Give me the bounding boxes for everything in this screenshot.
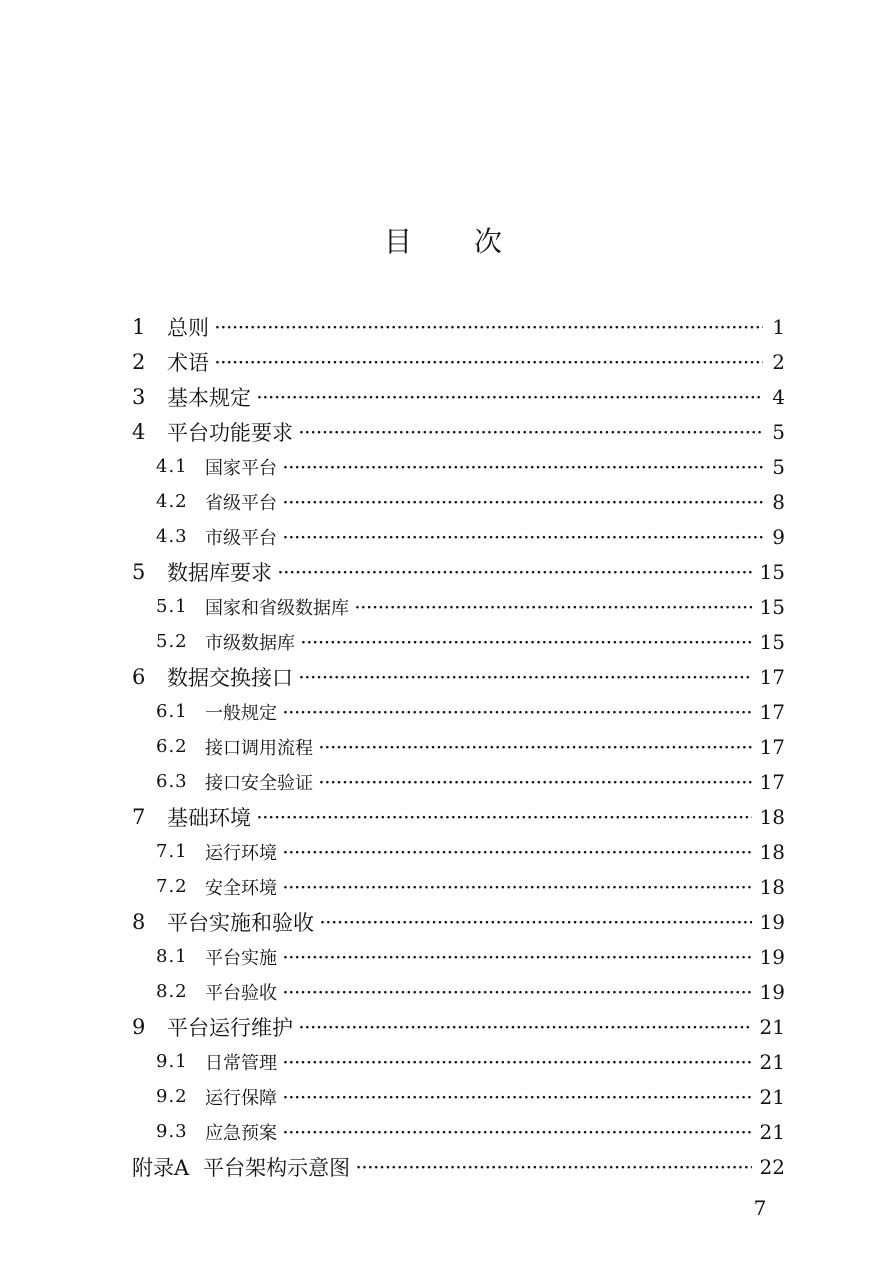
toc-entry-number: 9.3 (156, 1121, 188, 1142)
toc-entry-label: 接口安全验证 (205, 772, 313, 794)
toc-entry-label: 运行保障 (205, 1087, 277, 1109)
toc-entry[interactable] (132, 1009, 785, 1044)
toc-entry-page: 21 (759, 1119, 785, 1144)
toc-entry-page: 15 (759, 559, 785, 584)
toc-leader-dots (278, 566, 752, 580)
toc-entry-label: 市级平台 (205, 527, 277, 549)
toc-entry-number: 7.2 (156, 876, 188, 897)
toc-entry-number: 4.2 (156, 491, 188, 512)
toc-entry-label: 数据交换接口 (167, 665, 293, 690)
toc-leader-dots (215, 356, 763, 370)
toc-entry-page: 2 (772, 349, 785, 374)
toc-entry[interactable] (132, 1044, 785, 1079)
toc-leader-dots (319, 776, 752, 790)
toc-entry-number: 6 (132, 664, 146, 689)
toc-entry-page: 19 (759, 979, 785, 1004)
toc-entry-label: 平台实施 (205, 947, 277, 969)
toc-entry[interactable] (132, 519, 785, 554)
toc-entry-page: 8 (772, 489, 785, 514)
toc-leader-dots (283, 1091, 752, 1105)
toc-leader-dots (257, 391, 763, 405)
toc-leader-dots (320, 916, 752, 930)
toc-leader-dots (283, 461, 763, 475)
toc-entry-label: 基础环境 (167, 805, 251, 830)
toc-entry-page: 17 (759, 769, 785, 794)
toc-entry-number: 附录A (132, 1155, 190, 1180)
toc-entry-label: 总则 (167, 315, 209, 340)
toc-entry[interactable] (132, 589, 785, 624)
toc-entry-label: 术语 (167, 350, 209, 375)
toc-leader-dots (299, 671, 752, 685)
toc-entry-number: 6.3 (156, 771, 188, 792)
toc-entry-number: 8 (132, 909, 146, 934)
toc-entry-label: 基本规定 (167, 385, 251, 410)
toc-leader-dots (283, 951, 752, 965)
toc-entry[interactable] (132, 449, 785, 484)
toc-entry-number: 5.2 (156, 631, 188, 652)
toc-leader-dots (283, 1126, 752, 1140)
toc-entry[interactable] (132, 939, 785, 974)
toc-entry[interactable] (132, 379, 785, 414)
toc-entry-number: 1 (132, 314, 146, 339)
toc-entry-page: 19 (759, 944, 785, 969)
toc-entry-page: 17 (759, 664, 785, 689)
toc-entry-number: 9.2 (156, 1086, 188, 1107)
toc-leader-dots (319, 741, 752, 755)
toc-entry[interactable] (132, 659, 785, 694)
toc-leader-dots (283, 986, 752, 1000)
toc-leader-dots (283, 706, 752, 720)
toc-entry[interactable] (132, 344, 785, 379)
toc-entry-page: 17 (759, 734, 785, 759)
toc-entry[interactable] (132, 1149, 785, 1184)
toc-entry-page: 18 (759, 874, 785, 899)
toc-leader-dots (283, 881, 752, 895)
toc-entry-page: 21 (759, 1049, 785, 1074)
toc-entry-number: 8.1 (156, 946, 188, 967)
toc-entry-label: 省级平台 (205, 492, 277, 514)
toc-entry-label: 数据库要求 (167, 560, 272, 585)
toc-entry-label: 应急预案 (205, 1122, 277, 1144)
toc-entry-page: 1 (772, 314, 785, 339)
page-title: 目次 (383, 225, 564, 258)
toc-entry-number: 6.2 (156, 736, 188, 757)
toc-entry-number: 9 (132, 1014, 146, 1039)
toc-entry-label: 接口调用流程 (205, 737, 313, 759)
toc-entry-number: 9.1 (156, 1051, 188, 1072)
toc-entry-page: 22 (759, 1154, 785, 1179)
toc-entry[interactable] (132, 414, 785, 449)
toc-entry[interactable] (132, 484, 785, 519)
toc-entry[interactable] (132, 869, 785, 904)
toc-leader-dots (283, 531, 763, 545)
toc-entry[interactable] (132, 904, 785, 939)
toc-entry-label: 国家平台 (205, 457, 277, 479)
toc-entry[interactable] (132, 554, 785, 589)
toc-leader-dots (283, 1056, 752, 1070)
toc-leader-dots (356, 1161, 751, 1175)
toc-entry-label: 一般规定 (205, 702, 277, 724)
toc-entry-label: 平台运行维护 (167, 1015, 293, 1040)
toc-entry[interactable] (132, 309, 785, 344)
toc-entry-number: 5.1 (156, 596, 188, 617)
toc-entry-number: 4.1 (156, 456, 188, 477)
toc-entry-number: 6.1 (156, 701, 188, 722)
toc-entry-label: 安全环境 (205, 877, 277, 899)
table-of-contents (132, 309, 785, 1184)
toc-entry-label: 国家和省级数据库 (205, 597, 349, 619)
toc-entry-label: 市级数据库 (205, 632, 295, 654)
toc-entry-label: 平台实施和验收 (167, 910, 314, 935)
toc-leader-dots (299, 426, 763, 440)
toc-entry-number: 4 (132, 419, 146, 444)
toc-leader-dots (257, 811, 752, 825)
toc-entry[interactable] (132, 624, 785, 659)
toc-entry[interactable] (132, 1079, 785, 1114)
toc-entry[interactable] (132, 764, 785, 799)
toc-entry-page: 18 (759, 839, 785, 864)
toc-entry[interactable] (132, 729, 785, 764)
toc-entry[interactable] (132, 834, 785, 869)
toc-leader-dots (299, 1021, 752, 1035)
toc-entry-label: 运行环境 (205, 842, 277, 864)
toc-entry-number: 7.1 (156, 841, 188, 862)
toc-entry-page: 5 (772, 454, 785, 479)
toc-entry-page: 21 (759, 1014, 785, 1039)
toc-leader-dots (283, 496, 763, 510)
toc-entry-label: 平台功能要求 (167, 420, 293, 445)
page-number: 7 (753, 1196, 767, 1220)
toc-entry[interactable] (132, 974, 785, 1009)
toc-leader-dots (355, 601, 752, 615)
toc-entry-label: 平台架构示意图 (203, 1155, 351, 1180)
toc-entry-number: 3 (132, 384, 146, 409)
toc-entry-page: 4 (772, 384, 785, 409)
toc-entry-label: 平台验收 (205, 982, 277, 1004)
toc-leader-dots (301, 636, 752, 650)
toc-entry-page: 17 (759, 699, 785, 724)
toc-leader-dots (215, 321, 763, 335)
toc-entry[interactable] (132, 694, 785, 729)
toc-entry-label: 日常管理 (205, 1052, 277, 1074)
toc-entry-page: 18 (759, 804, 785, 829)
toc-entry-number: 2 (132, 349, 146, 374)
toc-entry-number: 7 (132, 804, 146, 829)
toc-entry-number: 8.2 (156, 981, 188, 1002)
toc-entry-page: 15 (759, 594, 785, 619)
toc-entry-page: 15 (759, 629, 785, 654)
toc-entry-page: 19 (759, 909, 785, 934)
toc-entry[interactable] (132, 799, 785, 834)
toc-entry-page: 21 (759, 1084, 785, 1109)
toc-leader-dots (283, 846, 752, 860)
toc-entry-number: 5 (132, 559, 146, 584)
toc-entry[interactable] (132, 1114, 785, 1149)
toc-entry-page: 5 (772, 419, 785, 444)
toc-entry-number: 4.3 (156, 526, 188, 547)
toc-entry-page: 9 (772, 524, 785, 549)
